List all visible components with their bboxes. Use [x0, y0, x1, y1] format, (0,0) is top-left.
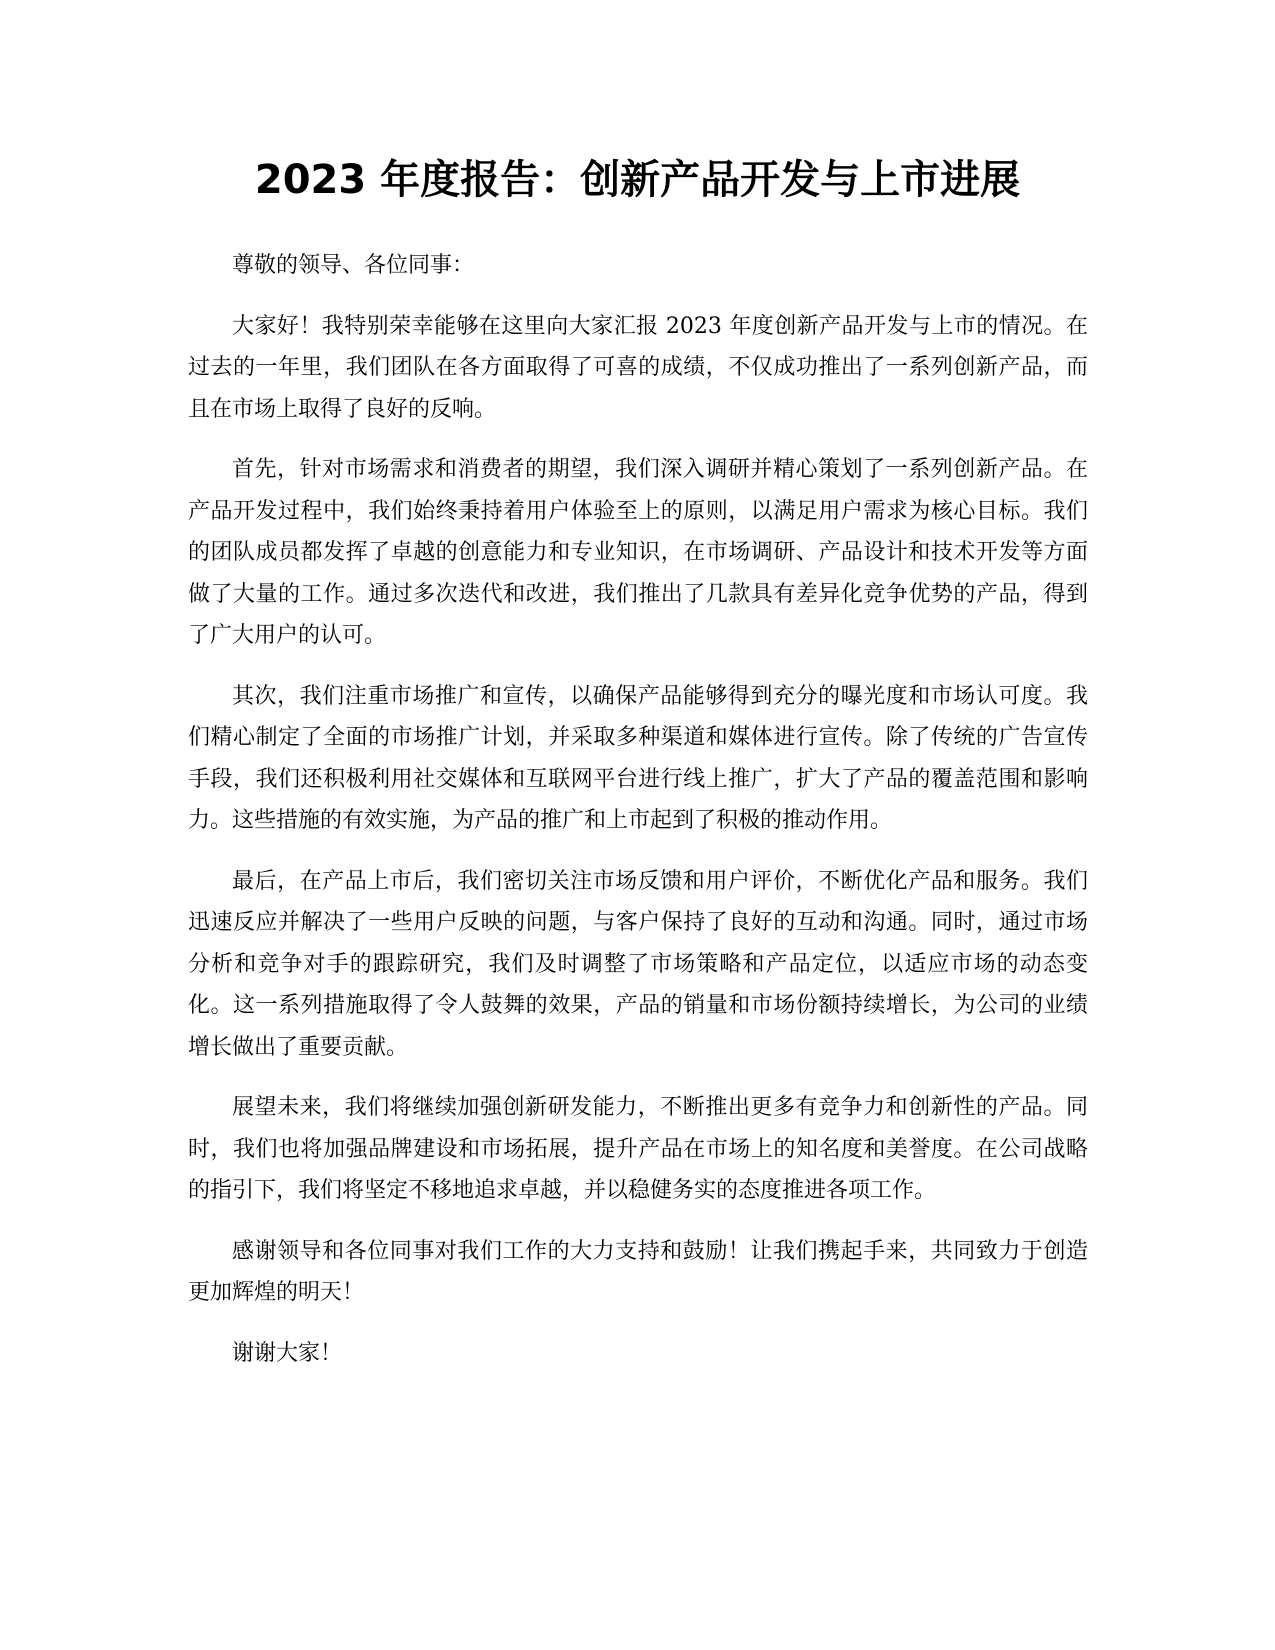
- paragraph-thanks: 感谢领导和各位同事对我们工作的大力支持和鼓励！让我们携起手来，共同致力于创造更加辉煌的明天！: [188, 1238, 1088, 1305]
- paragraph-second: 其次，我们注重市场推广和宣传，以确保产品能够得到充分的曝光度和市场认可度。我们精心制定了全面的市场推广计划，并采取多种渠道和媒体进行宣传。除了传统的广告宣传手段，我们还积极利用社交媒体和互联网平台进行线上推广，扩大了产品的覆盖范围和影响力。这些措施的有效实施，为产品的推广和上市起到了积极的推动作用。: [188, 683, 1088, 833]
- paragraph-last: 最后，在产品上市后，我们密切关注市场反馈和用户评价，不断优化产品和服务。我们迅速反应并解决了一些用户反映的问题，与客户保持了良好的互动和沟通。同时，通过市场分析和竞争对手的跟踪研究，我们及时调整了市场策略和产品定位，以适应市场的动态变化。这一系列措施取得了令人鼓舞的效果，产品的销量和市场份额持续增长，为公司的业绩增长做出了重要贡献。: [188, 868, 1088, 1060]
- paragraph-outlook: 展望未来，我们将继续加强创新研发能力，不断推出更多有竞争力和创新性的产品。同时，我们也将加强品牌建设和市场拓展，提升产品在市场上的知名度和美誉度。在公司战略的指引下，我们将坚定不移地追求卓越，并以稳健务实的态度推进各项工作。: [188, 1095, 1088, 1203]
- paragraph-closing: 谢谢大家！: [232, 1340, 343, 1366]
- document-title: 2023 年度报告：创新产品开发与上市进展: [254, 157, 1021, 203]
- paragraph-first: 首先，针对市场需求和消费者的期望，我们深入调研并精心策划了一系列创新产品。在产品开发过程中，我们始终秉持着用户体验至上的原则，以满足用户需求为核心目标。我们的团队成员都发挥了卓越的创意能力和专业知识，在市场调研、产品设计和技术开发等方面做了大量的工作。通过多次迭代和改进，我们推出了几款具有差异化竞争优势的产品，得到了广大用户的认可。: [188, 457, 1088, 648]
- document-body: [188, 245, 1088, 1393]
- paragraph-salutation: 尊敬的领导、各位同事：: [232, 253, 475, 278]
- paragraph-greeting: 大家好！我特别荣幸能够在这里向大家汇报 2023 年度创新产品开发与上市的情况。在过去的一年里，我们团队在各方面取得了可喜的成绩，不仅成功推出了一系列创新产品，而且在市场上取得了良好的反响。: [188, 313, 1088, 422]
